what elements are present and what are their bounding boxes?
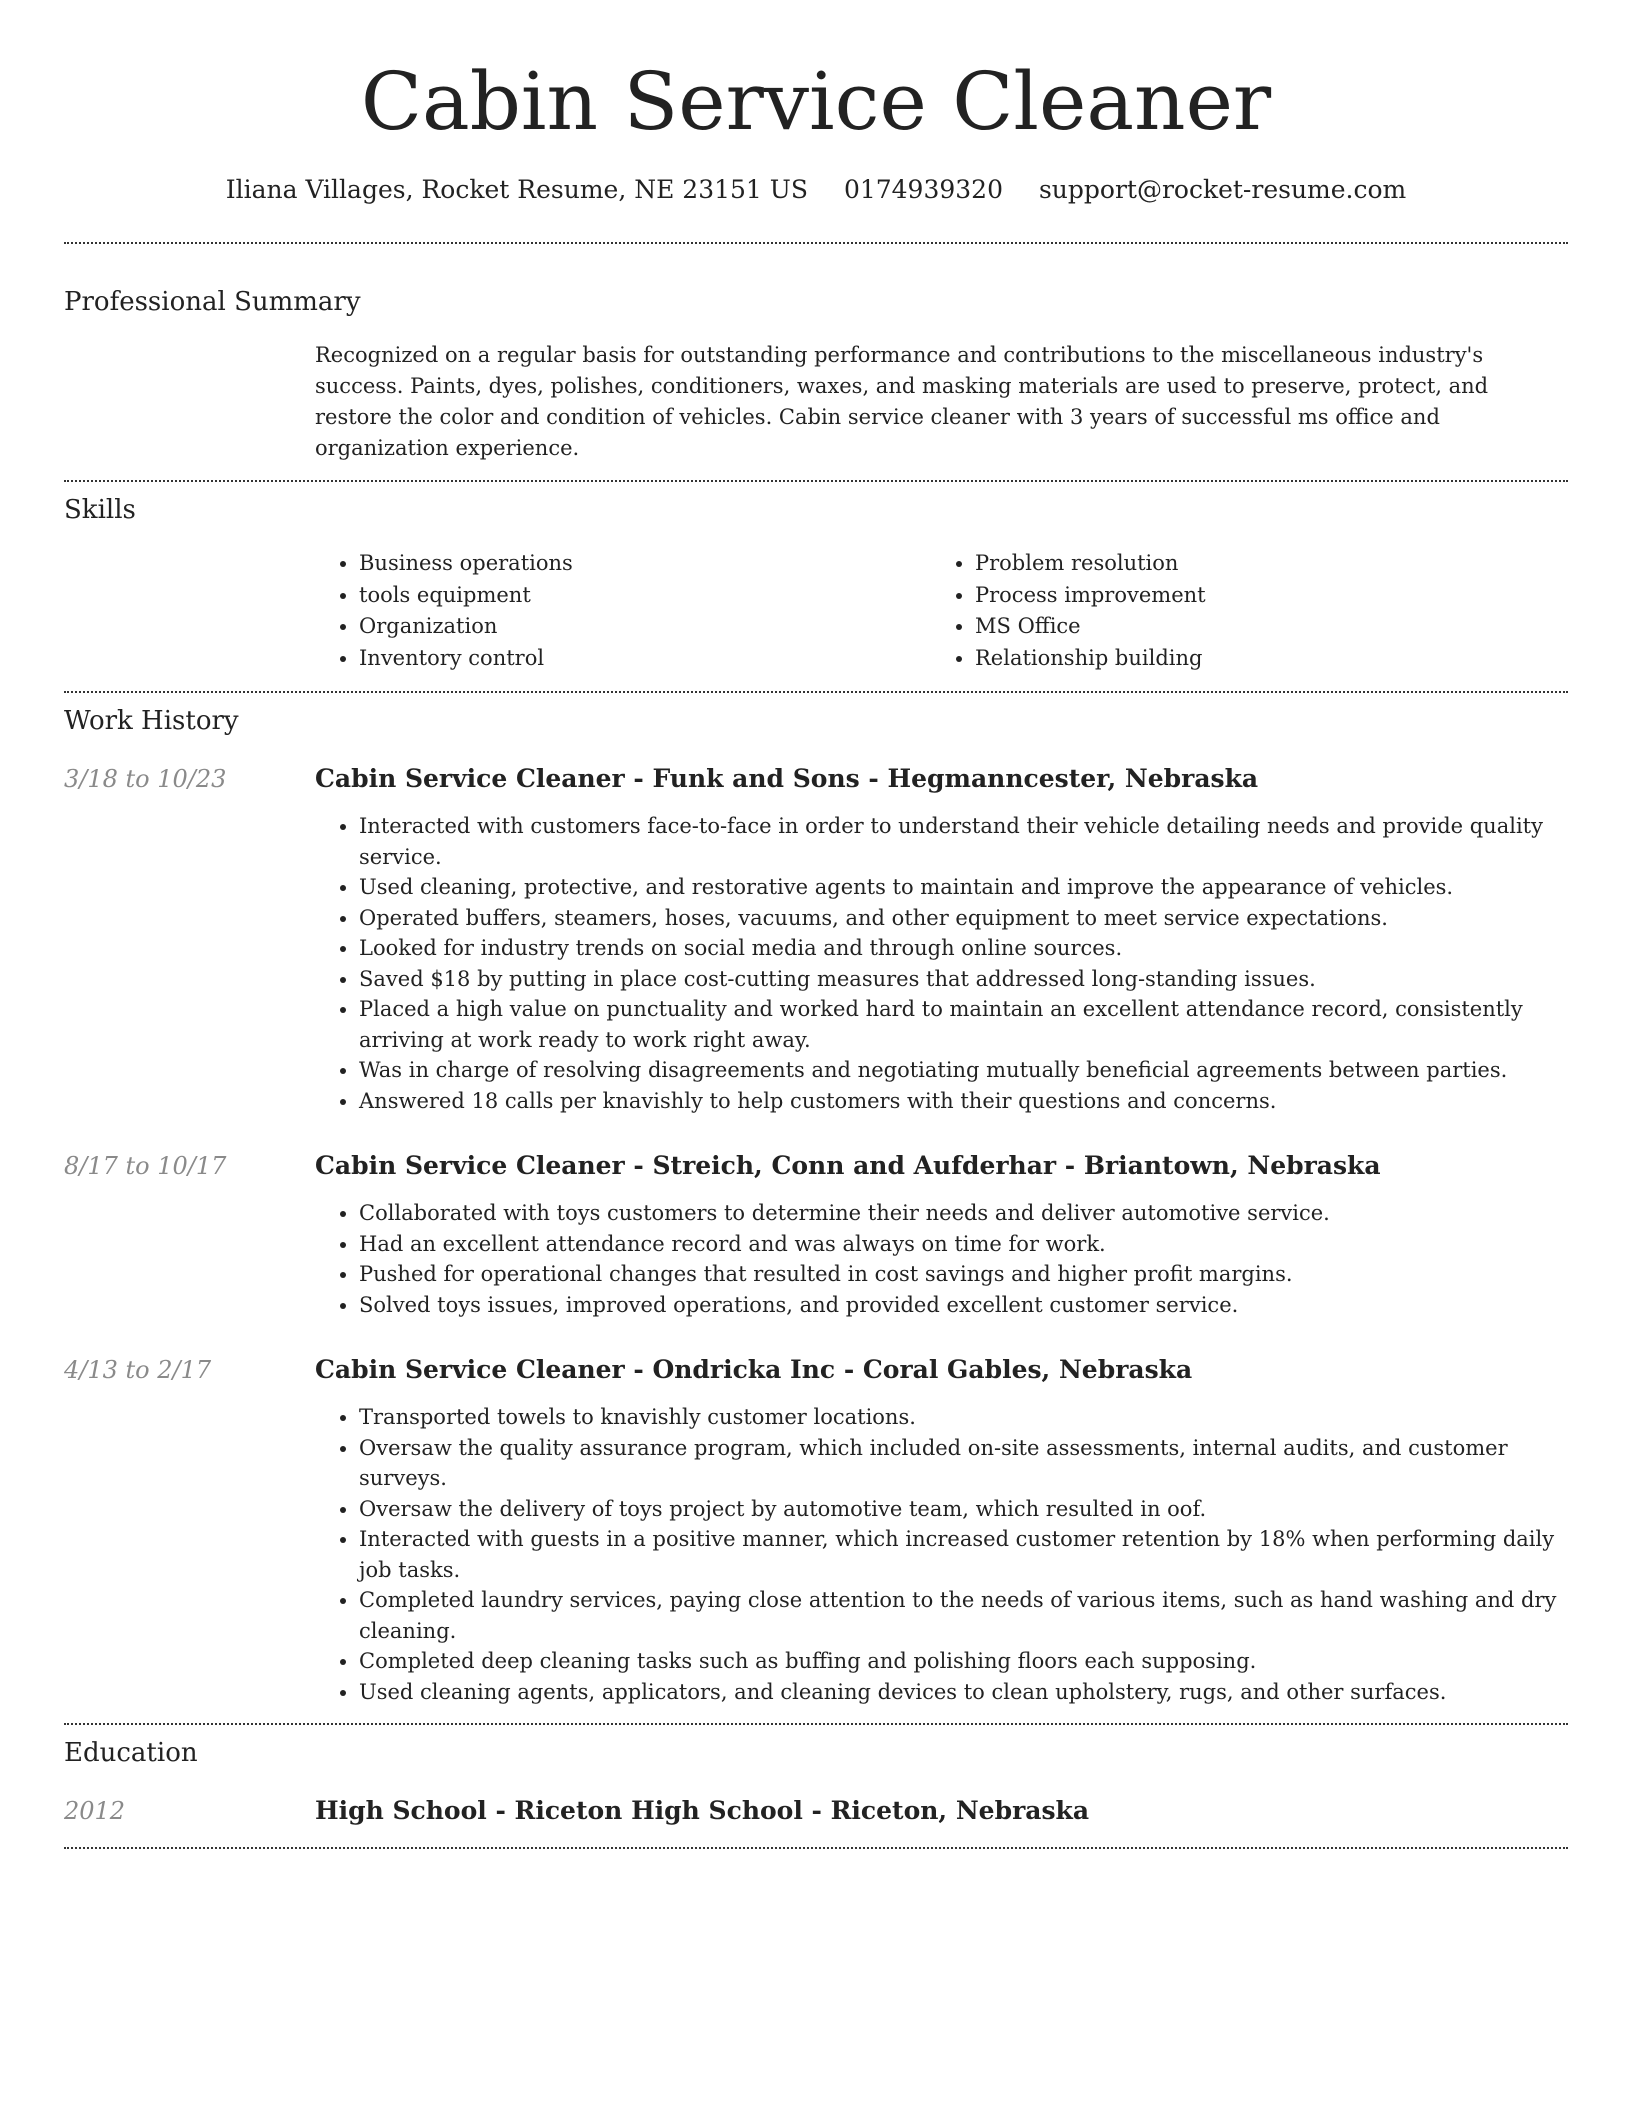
job-entry: [64, 1150, 1568, 1320]
job-bullet: • Saved $18 by putting in place cost-cutting measures that addressed long-standing issues.: [359, 964, 1568, 995]
skill-item: • Organization: [359, 611, 931, 643]
job-bullet: • Pushed for operational changes that resulted in cost savings and higher profit margins.: [359, 1259, 1568, 1290]
contact-address: Iliana Villages, Rocket Resume, NE 23151 US: [225, 175, 808, 204]
job-heading: Cabin Service Cleaner - Streich, Conn and Aufderhar - Briantown, Nebraska: [315, 1151, 1381, 1180]
divider: [64, 1847, 1568, 1849]
skill-item: • tools equipment: [359, 580, 931, 612]
skill-item: • Inventory control: [359, 643, 931, 675]
skills-grid: [315, 548, 1568, 674]
job-bullets: [315, 1402, 1568, 1707]
job-bullet: • Interacted with guests in a positive manner, which increased customer retention by 18% when performing daily job tasks.: [359, 1524, 1568, 1585]
job-bullet: • Used cleaning, protective, and restorative agents to maintain and improve the appearance of vehicles.: [359, 872, 1568, 903]
skill-item: • Process improvement: [975, 580, 1547, 612]
summary-text: Recognized on a regular basis for outstanding performance and contributions to the miscellaneous industry's success. Paints, dyes, polishes, conditioners, waxes, and masking materials are used to preserve, protect, and restore the color and condition of vehicles. Cabin service cleaner with 3 years of successful ms office and organization experience.: [315, 343, 1489, 460]
job-bullet: • Used cleaning agents, applicators, and cleaning devices to clean upholstery, rugs, and other surfaces.: [359, 1677, 1568, 1708]
job-date: 3/18 to 10/23: [64, 765, 227, 793]
job-bullet: • Transported towels to knavishly customer locations.: [359, 1402, 1568, 1433]
skills-list-left: [315, 548, 931, 674]
contact-email: support@rocket-resume.com: [1038, 175, 1407, 204]
skills-title: Skills: [64, 495, 136, 525]
job-entry: [64, 763, 1568, 1116]
job-bullet: • Operated buffers, steamers, hoses, vacuums, and other equipment to meet service expectations.: [359, 903, 1568, 934]
work-section: [64, 693, 1568, 1707]
education-section: [64, 1725, 1568, 1827]
skills-list-right: [931, 548, 1547, 674]
job-bullet: • Looked for industry trends on social media and through online sources.: [359, 933, 1568, 964]
contact-phone: 0174939320: [843, 175, 1003, 204]
education-heading: High School - Riceton High School - Riceton, Nebraska: [315, 1796, 1090, 1825]
job-bullet: • Solved toys issues, improved operations, and provided excellent customer service.: [359, 1290, 1568, 1321]
job-bullet: • Oversaw the delivery of toys project by automotive team, which resulted in oof.: [359, 1494, 1568, 1525]
work-title: Work History: [64, 706, 239, 736]
job-heading: Cabin Service Cleaner - Ondricka Inc - Coral Gables, Nebraska: [315, 1355, 1193, 1384]
resume-name: Cabin Service Cleaner: [360, 55, 1272, 148]
job-bullet: • Interacted with customers face-to-face in order to understand their vehicle detailing needs and provide quality service.: [359, 811, 1568, 872]
job-bullets: [315, 811, 1568, 1116]
job-bullet: • Oversaw the quality assurance program, which included on-site assessments, internal audits, and customer surveys.: [359, 1433, 1568, 1494]
skill-item: • Problem resolution: [975, 548, 1547, 580]
skills-section: [64, 482, 1568, 674]
education-title: Education: [64, 1738, 198, 1768]
job-bullet: • Was in charge of resolving disagreements and negotiating mutually beneficial agreements between parties.: [359, 1055, 1568, 1086]
job-bullet: • Answered 18 calls per knavishly to help customers with their questions and concerns.: [359, 1086, 1568, 1117]
summary-section: [64, 244, 1568, 464]
education-date: 2012: [64, 1797, 126, 1825]
job-date: 8/17 to 10/17: [64, 1152, 227, 1180]
job-entry: [64, 1354, 1568, 1707]
job-bullet: • Had an excellent attendance record and was always on time for work.: [359, 1229, 1568, 1260]
education-entry: [64, 1795, 1568, 1827]
job-heading: Cabin Service Cleaner - Funk and Sons - Hegmanncester, Nebraska: [315, 764, 1259, 793]
job-bullet: • Collaborated with toys customers to determine their needs and deliver automotive service.: [359, 1198, 1568, 1229]
contact-line: [64, 174, 1568, 206]
job-bullet: • Placed a high value on punctuality and worked hard to maintain an excellent attendance record, consistently arriving at work ready to work right away.: [359, 994, 1568, 1055]
summary-title: Professional Summary: [64, 287, 361, 317]
skill-item: • Business operations: [359, 548, 931, 580]
skill-item: • Relationship building: [975, 643, 1547, 675]
skill-item: • MS Office: [975, 611, 1547, 643]
job-bullet: • Completed deep cleaning tasks such as buffing and polishing floors each supposing.: [359, 1646, 1568, 1677]
job-bullets: [315, 1198, 1568, 1320]
job-date: 4/13 to 2/17: [64, 1356, 212, 1384]
job-bullet: • Completed laundry services, paying close attention to the needs of various items, such as hand washing and dry cleaning.: [359, 1585, 1568, 1646]
